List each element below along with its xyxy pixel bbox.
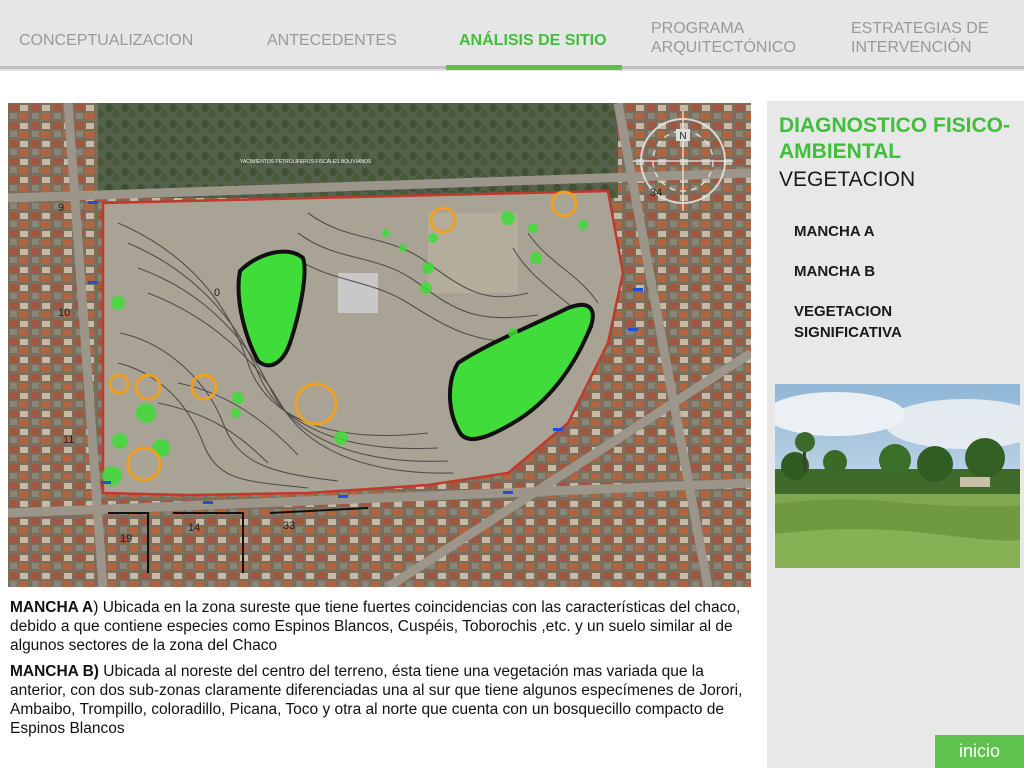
map-label-33: 33 [283,520,296,532]
nav-item-analisis-de-sitio[interactable]: ANÁLISIS DE SITIO [459,32,607,49]
home-button[interactable]: inicio [935,735,1024,768]
legend-item-mancha-b[interactable]: MANCHA B [794,263,876,280]
site-map-drawing [8,103,751,587]
map-label-10: 10 [58,307,71,319]
map-label-34: 34 [650,187,663,199]
info-panel [767,101,1024,768]
nav-item-estrategias-de-intervencion[interactable]: ESTRATEGIAS DE INTERVENCIÓN [851,20,989,56]
nav-active-indicator [446,65,622,70]
mancha-a-text: ) Ubicada en la zona sureste que tiene fuertes coincidencias con las características del chaco, debido a que contiene especies como Espinos Blancos, Cuspéis, Toborochis ,etc. y un suelo similar al de algunos sectores de la zona del Chaco [10,599,741,654]
top-navigation [0,0,1024,70]
panel-subtitle: VEGETACION [779,168,916,191]
vegetation-photo [775,384,1020,568]
mancha-a-label: MANCHA A [10,599,94,616]
legend-item-mancha-a[interactable]: MANCHA A [794,223,875,240]
legend-item-vegetacion-significativa[interactable]: VEGETACION SIGNIFICATIVA [794,303,902,341]
nav-item-programa-arquitectonico[interactable]: PROGRAMA ARQUITECTÓNICO [651,20,796,56]
description [10,598,758,745]
map-label-9: 9 [58,202,65,214]
open-field [428,213,518,293]
map-label-14: 14 [188,522,201,534]
nav-item-antecedentes[interactable]: ANTECEDENTES [267,32,397,49]
mancha-b-paragraph [10,662,758,738]
panel-title: DIAGNOSTICO FISICO-AMBIENTAL [779,114,1010,163]
nav-item-conceptualizacion[interactable]: CONCEPTUALIZACION [19,32,194,49]
map-top-note: YACIMIENTOS PETROLIFEROS FISCALES BOLIVIANOS [240,159,372,165]
map-label-19: 19 [120,533,133,545]
map-label-11: 11 [63,434,75,446]
mancha-b-text: Ubicada al noreste del centro del terreno, ésta tiene una vegetación mas variada que la anterior, con dos sub-zonas claramente diferenciadas una al sur que tiene algunos especímenes de Jorori, Ambaibo, Trompillo, coloradillo, Picana, Toco y otra al norte que cuenta con un bosquecillo compacto de Espinos Blancos [10,663,743,737]
site-map [8,103,751,587]
mancha-b-label: MANCHA B) [10,663,99,680]
mancha-a-paragraph [10,598,758,655]
map-label-0: 0 [214,287,221,299]
compass-north-label: N [679,131,687,142]
